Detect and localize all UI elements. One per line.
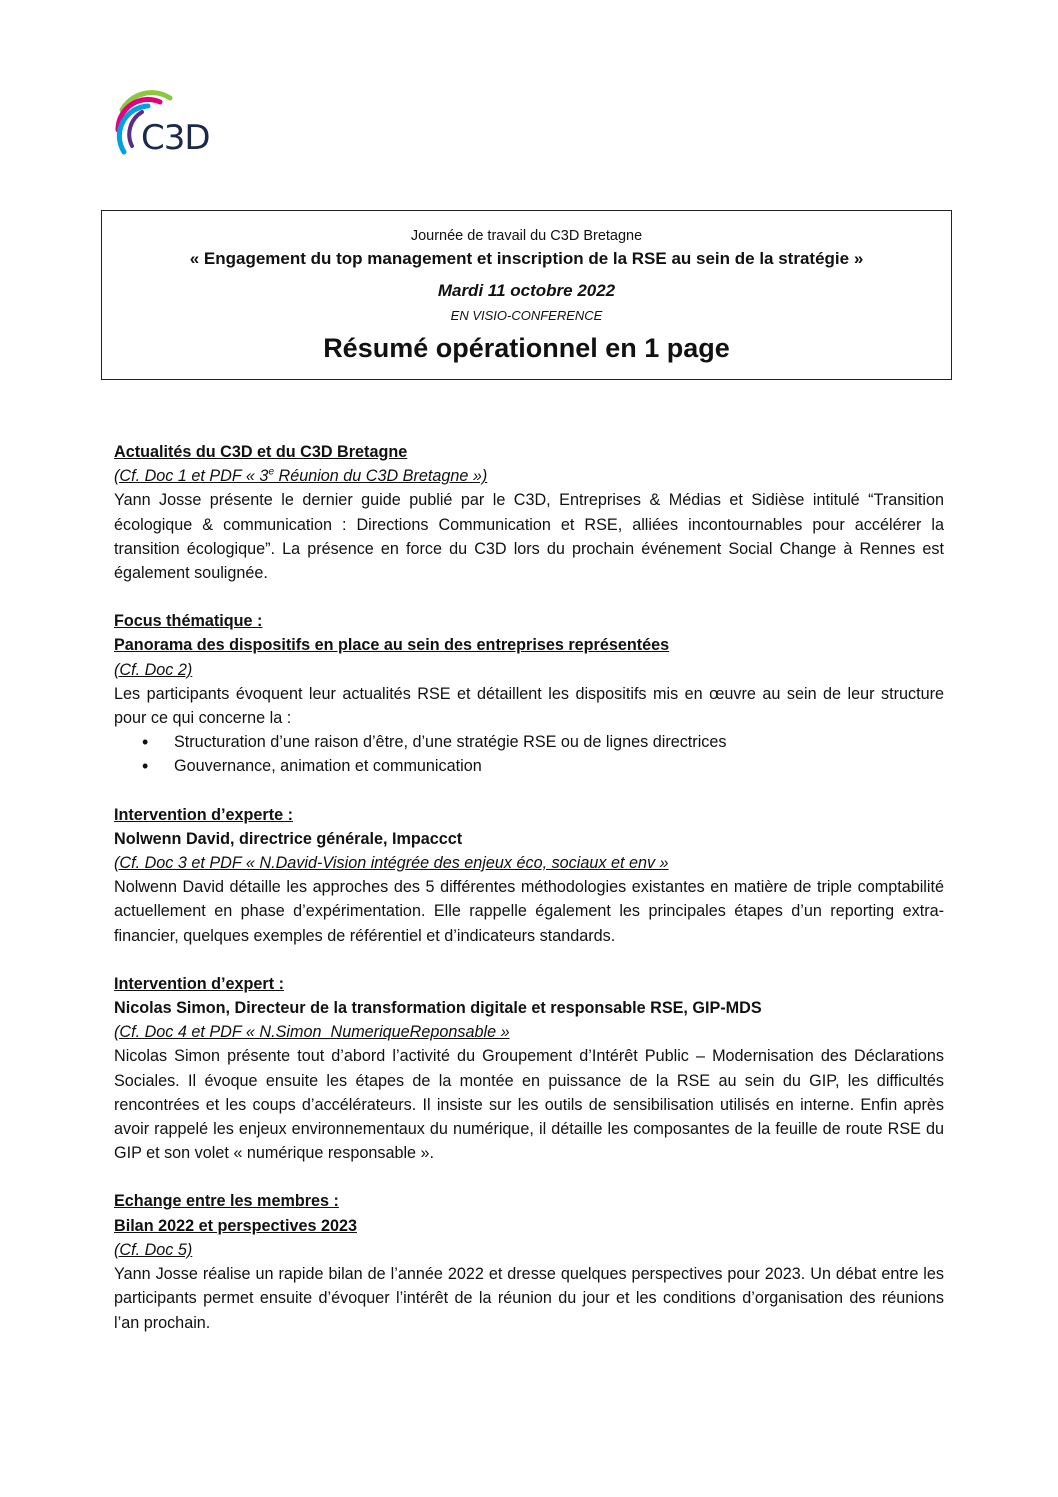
section-reference: (Cf. Doc 5) <box>114 1240 193 1259</box>
event-mode: EN VISIO-CONFERENCE <box>450 308 603 323</box>
section-text: Yann Josse réalise un rapide bilan de l’année 2022 et dresse quelques perspectives pour 2023. Un débat entre les participants permet ensuite d’évoquer l’intérêt de la réunion du jour et les conditions d’organisation des réunions l’an prochain. <box>114 1265 944 1332</box>
section-text: Nolwenn David détaille les approches des 5 différentes méthodologies existantes en matière de triple comptabilité actuellement en phase d’expérimentation. Elle rappelle également les principales étapes d’un reporting extra-financier, quelques exemples de référentiel et d’indicateurs standards. <box>114 878 944 945</box>
section-subheading: Panorama des dispositifs en place au sein des entreprises représentées <box>114 636 670 655</box>
document-body <box>114 440 944 1359</box>
c3d-logo <box>108 86 218 174</box>
speaker-name: Nicolas Simon, Directeur de la transformation digitale et responsable RSE, GIP-MDS <box>114 999 762 1018</box>
section-echange <box>114 1189 944 1334</box>
section-text: Les participants évoquent leur actualités RSE et détaillent les dispositifs mis en œuvre au sein de leur structure pour ce qui concerne la : <box>114 684 944 728</box>
section-reference: (Cf. Doc 2) <box>114 660 193 679</box>
section-expert <box>114 972 944 1166</box>
section-focus <box>114 609 944 778</box>
bullet-item: • Gouvernance, animation et communication <box>174 754 944 778</box>
bullet-list <box>114 730 944 778</box>
section-actualites <box>114 440 944 585</box>
event-theme: « Engagement du top management et inscription de la RSE au sein de la stratégie » <box>189 249 864 268</box>
section-reference: (Cf. Doc 1 et PDF « 3e Réunion du C3D Bretagne ») <box>114 466 488 486</box>
event-name: Journée de travail du C3D Bretagne <box>410 228 643 244</box>
logo-text: C3D <box>141 118 210 158</box>
section-heading: Intervention d’experte : <box>114 805 293 824</box>
document-title: Résumé opérationnel en 1 page <box>323 333 730 363</box>
speaker-name: Nolwenn David, directrice générale, Impaccct <box>114 829 463 848</box>
section-heading: Actualités du C3D et du C3D Bretagne <box>114 443 408 461</box>
section-experte <box>114 803 944 948</box>
section-text: Yann Josse présente le dernier guide publié par le C3D, Entreprises & Médias et Sidièse intitulé “Transition écologique & communication : Directions Communication et RSE, alliées incontournables pour accélérer la transition écologique”. La présence en force du C3D lors du prochain événement Social Change à Rennes est également soulignée. <box>114 491 944 583</box>
bullet-item: • Structuration d’une raison d’être, d’une stratégie RSE ou de lignes directrices <box>174 730 944 754</box>
section-text: Nicolas Simon présente tout d’abord l’activité du Groupement d’Intérêt Public – Modernisation des Déclarations Sociales. Il évoque ensuite les étapes de la montée en puissance de la RSE au sein du GIP, les difficultés rencontrées et les coups d’accélérateurs. Il insiste sur les outils de sensibilisation utilisés en interne. Enfin après avoir rappelé les enjeux environnementaux du numérique, il détaille les composantes de la feuille de route RSE du GIP et son volet « numérique responsable ». <box>114 1047 944 1163</box>
section-reference: (Cf. Doc 3 et PDF « N.David-Vision intégrée des enjeux éco, sociaux et env » <box>114 854 669 873</box>
header-box <box>101 210 952 380</box>
section-heading: Intervention d’expert : <box>114 974 284 993</box>
event-date: Mardi 11 octobre 2022 <box>437 281 616 300</box>
section-reference: (Cf. Doc 4 et PDF « N.Simon_NumeriqueReponsable » <box>114 1023 510 1042</box>
section-subheading: Bilan 2022 et perspectives 2023 <box>114 1216 357 1235</box>
section-heading: Focus thématique : <box>114 612 263 631</box>
section-heading: Echange entre les membres : <box>114 1192 339 1211</box>
